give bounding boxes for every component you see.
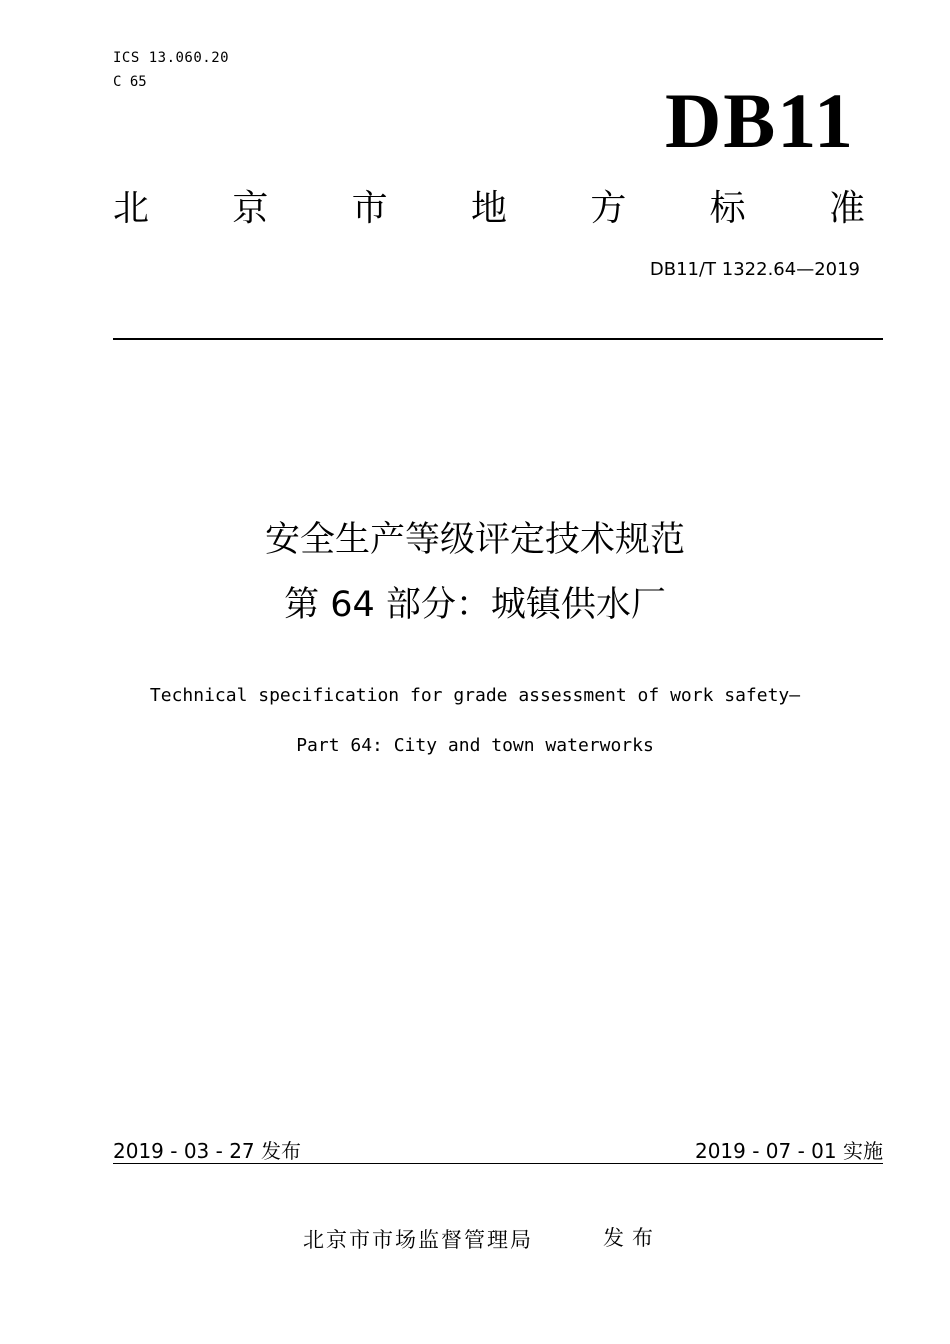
ics-code: ICS 13.060.20 — [113, 50, 230, 66]
standard-code: DB11/T 1322.64—2019 — [649, 259, 860, 280]
standard-type-char: 北 — [113, 188, 150, 229]
db11-logo: DB11 — [664, 77, 855, 164]
publish-date: 2019 - 03 - 27 发布 — [113, 1139, 302, 1163]
implement-date: 2019 - 07 - 01 实施 — [694, 1139, 883, 1163]
publisher-name: 北京市市场监督管理局 — [303, 1228, 533, 1252]
header-divider — [113, 338, 883, 340]
standard-type-char: 方 — [590, 188, 627, 229]
en-title-line2: Part 64: City and town waterworks — [296, 735, 654, 756]
standard-type-char: 标 — [709, 188, 746, 229]
footer-divider — [113, 1163, 883, 1164]
en-title-line1: Technical specification for grade assessment of work safety— — [149, 685, 801, 706]
standard-type-char: 准 — [828, 188, 865, 229]
cn-title-line1: 安全生产等级评定技术规范 — [264, 520, 685, 560]
standard-type-char: 地 — [470, 188, 507, 229]
standard-type-title — [113, 185, 865, 233]
cn-title-line2: 第 64 部分：城镇供水厂 — [284, 585, 666, 625]
standard-type-char: 市 — [351, 188, 388, 229]
ccs-code: C 65 — [113, 74, 147, 90]
standard-type-char: 京 — [232, 188, 269, 229]
publish-label: 发布 — [603, 1226, 661, 1250]
